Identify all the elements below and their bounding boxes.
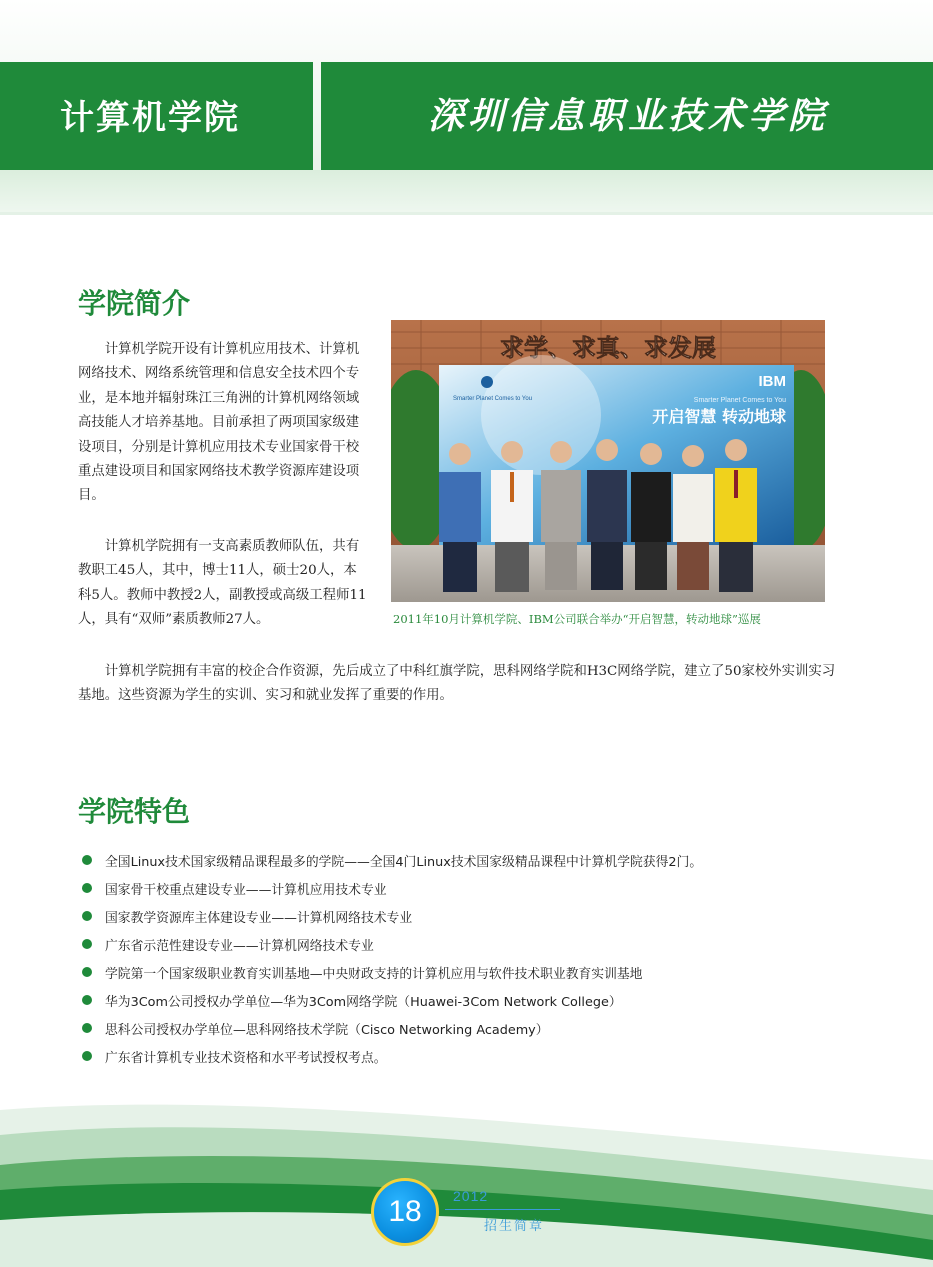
list-item: [82, 986, 702, 1014]
features-heading: 学院特色: [78, 795, 191, 828]
college-title: 计算机学院: [60, 98, 240, 138]
feature-text: 广东省计算机专业技术资格和水平考试授权考点。: [105, 1050, 387, 1066]
footer-divider: [445, 1209, 560, 1210]
bullet-icon: [82, 939, 92, 949]
list-item: [82, 874, 702, 902]
list-item: [82, 902, 702, 930]
footer-title: 招生简章: [484, 1219, 545, 1234]
photo-sign-title: 开启智慧 转动地球: [652, 407, 786, 426]
list-item: [82, 958, 702, 986]
footer-waves: [0, 1090, 933, 1267]
photo-sign-brand: IBM: [758, 373, 786, 390]
list-item: [82, 1042, 702, 1070]
bullet-icon: [82, 911, 92, 921]
bullet-icon: [82, 855, 92, 865]
page-number: 18: [388, 1195, 422, 1228]
photo-sign-logo-text: Smarter Planet Comes to You: [453, 396, 533, 402]
feature-text: 华为3Com公司授权办学单位—华为3Com网络学院（Huawei-3Com Network College）: [105, 994, 622, 1010]
header-strip: [0, 170, 933, 212]
feature-text: 思科公司授权办学单位—思科网络技术学院（Cisco Networking Academy）: [105, 1022, 549, 1038]
bullet-icon: [82, 1051, 92, 1061]
bullet-icon: [82, 1023, 92, 1033]
feature-text: 广东省示范性建设专业——计算机网络技术专业: [105, 938, 374, 954]
event-photo: [391, 320, 825, 602]
list-item: [82, 1014, 702, 1042]
bullet-icon: [82, 883, 92, 893]
photo-caption: 2011年10月计算机学院、IBM公司联合举办“开启智慧，转动地球”巡展: [393, 612, 761, 626]
intro-paragraph-1: 计算机学院开设有计算机应用技术、计算机网络技术、网络系统管理和信息安全技术四个专业，是本地并辐射珠江三角洲的计算机网络领域高技能人才培养基地。目前承担了两项国家级建设项目，分别是计算机应用技术专业国家骨干校重点建设项目和国家网络技术教学资源库建设项目。: [78, 342, 360, 504]
list-item: [82, 930, 702, 958]
bullet-icon: [82, 967, 92, 977]
features-list: [82, 846, 702, 1070]
footer-year: 2012: [453, 1188, 489, 1204]
photo-wall-text: 求学、求真、求发展: [500, 333, 716, 362]
feature-text: 学院第一个国家级职业教育实训基地—中央财政支持的计算机应用与软件技术职业教育实训基地: [105, 966, 643, 982]
feature-text: 国家教学资源库主体建设专业——计算机网络技术专业: [105, 910, 413, 926]
school-name-calligraphy: 深圳信息职业技术学院: [428, 95, 829, 137]
intro-paragraph-3: 计算机学院拥有丰富的校企合作资源，先后成立了中科红旗学院，思科网络学院和H3C网络学院，建立了50家校外实训实习基地。这些资源为学生的实训、实习和就业发挥了重要的作用。: [78, 664, 836, 704]
photo-sign-tagline: Smarter Planet Comes to You: [693, 397, 786, 404]
intro-heading: 学院简介: [78, 287, 191, 320]
bullet-icon: [82, 995, 92, 1005]
page-number-badge: [371, 1178, 439, 1246]
list-item: [82, 846, 702, 874]
intro-paragraph-2: 计算机学院拥有一支高素质教师队伍，共有教职工45人，其中，博士11人，硕士20人，本科5人。教师中教授2人，副教授或高级工程师11人，具有“双师”素质教师27人。: [78, 539, 367, 628]
feature-text: 国家骨干校重点建设专业——计算机应用技术专业: [105, 882, 387, 898]
feature-text: 全国Linux技术国家级精品课程最多的学院——全国4门Linux技术国家级精品课程中计算机学院获得2门。: [105, 854, 703, 870]
